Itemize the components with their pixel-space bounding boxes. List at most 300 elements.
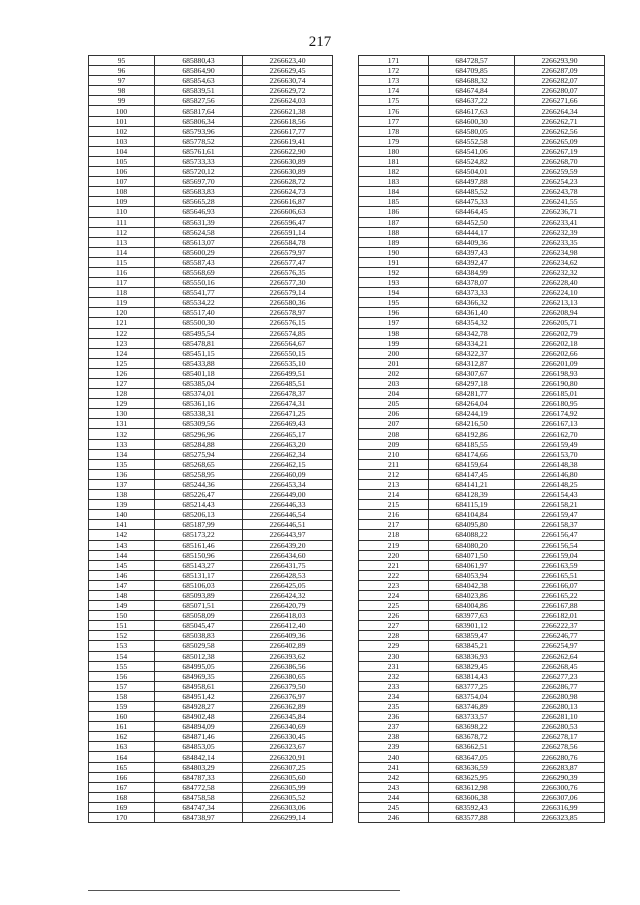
table-row (359, 409, 605, 419)
y-coordinate-cell: 2266280,13 (515, 702, 605, 712)
x-coordinate-cell: 684342,78 (429, 328, 515, 338)
table-row (89, 651, 333, 661)
y-coordinate-cell: 2266420,79 (243, 601, 333, 611)
point-number-cell: 160 (89, 712, 155, 722)
table-row (359, 156, 605, 166)
y-coordinate-cell: 2266287,09 (515, 66, 605, 76)
point-number-cell: 177 (359, 116, 429, 126)
point-number-cell: 165 (89, 762, 155, 772)
x-coordinate-cell: 684297,18 (429, 379, 515, 389)
point-number-cell: 111 (89, 217, 155, 227)
table-row (359, 671, 605, 681)
table-row (359, 167, 605, 177)
y-coordinate-cell: 2266462,34 (243, 449, 333, 459)
table-row (89, 802, 333, 812)
table-row (89, 167, 333, 177)
x-coordinate-cell: 685613,07 (155, 237, 243, 247)
table-row (89, 217, 333, 227)
y-coordinate-cell: 2266418,03 (243, 611, 333, 621)
point-number-cell: 161 (89, 722, 155, 732)
point-number-cell: 183 (359, 177, 429, 187)
x-coordinate-cell: 684772,58 (155, 782, 243, 792)
table-row (359, 580, 605, 590)
point-number-cell: 145 (89, 560, 155, 570)
point-number-cell: 137 (89, 479, 155, 489)
x-coordinate-cell: 685374,01 (155, 389, 243, 399)
table-row (89, 631, 333, 641)
x-coordinate-cell: 684552,58 (429, 136, 515, 146)
point-number-cell: 126 (89, 368, 155, 378)
y-coordinate-cell: 2266323,85 (515, 813, 605, 823)
point-number-cell: 173 (359, 76, 429, 86)
x-coordinate-cell: 685038,83 (155, 631, 243, 641)
table-row (359, 177, 605, 187)
table-row (359, 631, 605, 641)
x-coordinate-cell: 683733,57 (429, 712, 515, 722)
x-coordinate-cell: 685451,15 (155, 348, 243, 358)
y-coordinate-cell: 2266254,23 (515, 177, 605, 187)
x-coordinate-cell: 684366,32 (429, 298, 515, 308)
table-row (89, 338, 333, 348)
point-number-cell: 213 (359, 479, 429, 489)
y-coordinate-cell: 2266474,31 (243, 399, 333, 409)
x-coordinate-cell: 684244,19 (429, 409, 515, 419)
table-row (89, 348, 333, 358)
point-number-cell: 102 (89, 126, 155, 136)
y-coordinate-cell: 2266208,94 (515, 308, 605, 318)
x-coordinate-cell: 684071,50 (429, 550, 515, 560)
y-coordinate-cell: 2266277,23 (515, 671, 605, 681)
point-number-cell: 154 (89, 651, 155, 661)
table-row (89, 772, 333, 782)
y-coordinate-cell: 2266443,97 (243, 530, 333, 540)
point-number-cell: 168 (89, 792, 155, 802)
table-row (359, 106, 605, 116)
y-coordinate-cell: 2266300,76 (515, 782, 605, 792)
y-coordinate-cell: 2266228,40 (515, 278, 605, 288)
point-number-cell: 138 (89, 490, 155, 500)
table-row (359, 570, 605, 580)
x-coordinate-cell: 685214,43 (155, 500, 243, 510)
point-number-cell: 179 (359, 136, 429, 146)
x-coordinate-cell: 683577,88 (429, 813, 515, 823)
point-number-cell: 192 (359, 267, 429, 277)
x-coordinate-cell: 685541,77 (155, 288, 243, 298)
x-coordinate-cell: 683606,38 (429, 792, 515, 802)
table-row (359, 298, 605, 308)
x-coordinate-cell: 684128,39 (429, 490, 515, 500)
x-coordinate-cell: 683636,59 (429, 762, 515, 772)
point-number-cell: 194 (359, 288, 429, 298)
x-coordinate-cell: 684853,05 (155, 742, 243, 752)
table-row (359, 389, 605, 399)
point-number-cell: 95 (89, 56, 155, 66)
point-number-cell: 239 (359, 742, 429, 752)
y-coordinate-cell: 2266159,04 (515, 550, 605, 560)
point-number-cell: 210 (359, 449, 429, 459)
table-row (89, 106, 333, 116)
point-number-cell: 175 (359, 96, 429, 106)
point-number-cell: 158 (89, 691, 155, 701)
point-number-cell: 231 (359, 661, 429, 671)
y-coordinate-cell: 2266307,06 (515, 792, 605, 802)
x-coordinate-cell: 684042,38 (429, 580, 515, 590)
y-coordinate-cell: 2266577,47 (243, 257, 333, 267)
x-coordinate-cell: 684842,14 (155, 752, 243, 762)
table-row (89, 429, 333, 439)
y-coordinate-cell: 2266246,77 (515, 631, 605, 641)
y-coordinate-cell: 2266271,66 (515, 96, 605, 106)
table-row (359, 308, 605, 318)
x-coordinate-cell: 683698,22 (429, 722, 515, 732)
point-number-cell: 223 (359, 580, 429, 590)
table-row (359, 56, 605, 66)
y-coordinate-cell: 2266158,37 (515, 520, 605, 530)
point-number-cell: 238 (359, 732, 429, 742)
table-row (89, 237, 333, 247)
table-row (359, 712, 605, 722)
x-coordinate-cell: 683977,63 (429, 611, 515, 621)
table-row (89, 439, 333, 449)
x-coordinate-cell: 684409,36 (429, 237, 515, 247)
y-coordinate-cell: 2266236,71 (515, 207, 605, 217)
point-number-cell: 105 (89, 156, 155, 166)
table-row (89, 722, 333, 732)
table-row (89, 641, 333, 651)
table-row (89, 469, 333, 479)
x-coordinate-cell: 685161,46 (155, 540, 243, 550)
point-number-cell: 124 (89, 348, 155, 358)
point-number-cell: 142 (89, 530, 155, 540)
x-coordinate-cell: 685646,93 (155, 207, 243, 217)
point-number-cell: 169 (89, 802, 155, 812)
y-coordinate-cell: 2266345,84 (243, 712, 333, 722)
y-coordinate-cell: 2266622,90 (243, 146, 333, 156)
y-coordinate-cell: 2266630,74 (243, 76, 333, 86)
point-number-cell: 151 (89, 621, 155, 631)
table-row (359, 96, 605, 106)
table-row (89, 207, 333, 217)
table-row (359, 439, 605, 449)
x-coordinate-cell: 685550,16 (155, 278, 243, 288)
y-coordinate-cell: 2266254,97 (515, 641, 605, 651)
point-number-cell: 120 (89, 308, 155, 318)
point-number-cell: 219 (359, 540, 429, 550)
table-row (359, 802, 605, 812)
table-row (359, 540, 605, 550)
table-row (89, 368, 333, 378)
y-coordinate-cell: 2266180,95 (515, 399, 605, 409)
x-coordinate-cell: 685864,90 (155, 66, 243, 76)
point-number-cell: 185 (359, 197, 429, 207)
y-coordinate-cell: 2266623,40 (243, 56, 333, 66)
table-row (359, 66, 605, 76)
point-number-cell: 136 (89, 469, 155, 479)
y-coordinate-cell: 2266198,93 (515, 368, 605, 378)
x-coordinate-cell: 685338,31 (155, 409, 243, 419)
point-number-cell: 204 (359, 389, 429, 399)
table-row (359, 146, 605, 156)
y-coordinate-cell: 2266213,13 (515, 298, 605, 308)
y-coordinate-cell: 2266268,70 (515, 156, 605, 166)
x-coordinate-cell: 685778,52 (155, 136, 243, 146)
table-row (359, 136, 605, 146)
y-coordinate-cell: 2266162,70 (515, 429, 605, 439)
point-number-cell: 139 (89, 500, 155, 510)
x-coordinate-cell: 684061,97 (429, 560, 515, 570)
y-coordinate-cell: 2266576,15 (243, 318, 333, 328)
x-coordinate-cell: 684580,05 (429, 126, 515, 136)
x-coordinate-cell: 685478,81 (155, 338, 243, 348)
x-coordinate-cell: 684216,50 (429, 419, 515, 429)
y-coordinate-cell: 2266265,09 (515, 136, 605, 146)
table-row (89, 399, 333, 409)
point-number-cell: 187 (359, 217, 429, 227)
x-coordinate-cell: 685624,58 (155, 227, 243, 237)
point-number-cell: 109 (89, 197, 155, 207)
x-coordinate-cell: 685106,03 (155, 580, 243, 590)
table-row (89, 459, 333, 469)
table-row (89, 742, 333, 752)
table-row (89, 86, 333, 96)
point-number-cell: 182 (359, 167, 429, 177)
table-row (359, 792, 605, 802)
point-number-cell: 143 (89, 540, 155, 550)
table-row (89, 146, 333, 156)
x-coordinate-cell: 683859,47 (429, 631, 515, 641)
table-row (89, 298, 333, 308)
table-row (359, 702, 605, 712)
table-row (89, 116, 333, 126)
table-row (89, 560, 333, 570)
y-coordinate-cell: 2266485,51 (243, 379, 333, 389)
x-coordinate-cell: 683777,25 (429, 681, 515, 691)
point-number-cell: 225 (359, 601, 429, 611)
table-row (359, 510, 605, 520)
y-coordinate-cell: 2266628,72 (243, 177, 333, 187)
y-coordinate-cell: 2266465,17 (243, 429, 333, 439)
table-row (89, 419, 333, 429)
table-row (359, 732, 605, 742)
point-number-cell: 164 (89, 752, 155, 762)
point-number-cell: 148 (89, 590, 155, 600)
point-number-cell: 110 (89, 207, 155, 217)
y-coordinate-cell: 2266550,15 (243, 348, 333, 358)
y-coordinate-cell: 2266577,30 (243, 278, 333, 288)
point-number-cell: 205 (359, 399, 429, 409)
y-coordinate-cell: 2266630,89 (243, 156, 333, 166)
point-number-cell: 134 (89, 449, 155, 459)
x-coordinate-cell: 685839,51 (155, 86, 243, 96)
point-number-cell: 140 (89, 510, 155, 520)
point-number-cell: 147 (89, 580, 155, 590)
y-coordinate-cell: 2266393,62 (243, 651, 333, 661)
point-number-cell: 199 (359, 338, 429, 348)
point-number-cell: 107 (89, 177, 155, 187)
y-coordinate-cell: 2266579,97 (243, 247, 333, 257)
table-row (359, 752, 605, 762)
x-coordinate-cell: 685600,29 (155, 247, 243, 257)
point-number-cell: 216 (359, 510, 429, 520)
table-row (89, 66, 333, 76)
table-row (359, 429, 605, 439)
point-number-cell: 132 (89, 429, 155, 439)
table-row (89, 56, 333, 66)
y-coordinate-cell: 2266185,01 (515, 389, 605, 399)
x-coordinate-cell: 684758,58 (155, 792, 243, 802)
x-coordinate-cell: 684600,30 (429, 116, 515, 126)
point-number-cell: 242 (359, 772, 429, 782)
point-number-cell: 221 (359, 560, 429, 570)
table-row (89, 449, 333, 459)
point-number-cell: 202 (359, 368, 429, 378)
point-number-cell: 197 (359, 318, 429, 328)
x-coordinate-cell: 684354,32 (429, 318, 515, 328)
point-number-cell: 234 (359, 691, 429, 701)
table-row (89, 267, 333, 277)
y-coordinate-cell: 2266630,89 (243, 167, 333, 177)
point-number-cell: 171 (359, 56, 429, 66)
point-number-cell: 104 (89, 146, 155, 156)
x-coordinate-cell: 684141,21 (429, 479, 515, 489)
point-number-cell: 203 (359, 379, 429, 389)
point-number-cell: 226 (359, 611, 429, 621)
table-row (89, 661, 333, 671)
table-row (359, 691, 605, 701)
point-number-cell: 198 (359, 328, 429, 338)
page-number: 217 (308, 34, 332, 50)
x-coordinate-cell: 684674,84 (429, 86, 515, 96)
point-number-cell: 224 (359, 590, 429, 600)
y-coordinate-cell: 2266431,75 (243, 560, 333, 570)
x-coordinate-cell: 685071,51 (155, 601, 243, 611)
y-coordinate-cell: 2266439,20 (243, 540, 333, 550)
point-number-cell: 163 (89, 742, 155, 752)
x-coordinate-cell: 685517,40 (155, 308, 243, 318)
point-number-cell: 214 (359, 490, 429, 500)
y-coordinate-cell: 2266434,60 (243, 550, 333, 560)
point-number-cell: 241 (359, 762, 429, 772)
y-coordinate-cell: 2266305,52 (243, 792, 333, 802)
y-coordinate-cell: 2266424,32 (243, 590, 333, 600)
x-coordinate-cell: 684709,85 (429, 66, 515, 76)
point-number-cell: 149 (89, 601, 155, 611)
y-coordinate-cell: 2266617,77 (243, 126, 333, 136)
point-number-cell: 244 (359, 792, 429, 802)
point-number-cell: 201 (359, 358, 429, 368)
table-row (89, 358, 333, 368)
table-row (89, 611, 333, 621)
table-row (359, 419, 605, 429)
y-coordinate-cell: 2266619,41 (243, 136, 333, 146)
point-number-cell: 190 (359, 247, 429, 257)
point-number-cell: 174 (359, 86, 429, 96)
x-coordinate-cell: 684192,86 (429, 429, 515, 439)
point-number-cell: 131 (89, 419, 155, 429)
point-number-cell: 167 (89, 782, 155, 792)
x-coordinate-cell: 685500,30 (155, 318, 243, 328)
y-coordinate-cell: 2266446,51 (243, 520, 333, 530)
x-coordinate-cell: 685385,04 (155, 379, 243, 389)
y-coordinate-cell: 2266478,37 (243, 389, 333, 399)
x-coordinate-cell: 684115,19 (429, 500, 515, 510)
y-coordinate-cell: 2266283,87 (515, 762, 605, 772)
point-number-cell: 130 (89, 409, 155, 419)
point-number-cell: 196 (359, 308, 429, 318)
x-coordinate-cell: 684159,64 (429, 459, 515, 469)
x-coordinate-cell: 683647,05 (429, 752, 515, 762)
table-row (359, 601, 605, 611)
x-coordinate-cell: 684728,57 (429, 56, 515, 66)
x-coordinate-cell: 684928,27 (155, 702, 243, 712)
x-coordinate-cell: 685683,83 (155, 187, 243, 197)
point-number-cell: 116 (89, 267, 155, 277)
table-row (359, 681, 605, 691)
x-coordinate-cell: 685720,12 (155, 167, 243, 177)
y-coordinate-cell: 2266293,90 (515, 56, 605, 66)
point-number-cell: 150 (89, 611, 155, 621)
y-coordinate-cell: 2266574,85 (243, 328, 333, 338)
table-row (359, 247, 605, 257)
x-coordinate-cell: 684688,32 (429, 76, 515, 86)
table-row (359, 782, 605, 792)
point-number-cell: 237 (359, 722, 429, 732)
x-coordinate-cell: 685733,33 (155, 156, 243, 166)
x-coordinate-cell: 683592,43 (429, 802, 515, 812)
table-row (359, 469, 605, 479)
point-number-cell: 101 (89, 116, 155, 126)
point-number-cell: 146 (89, 570, 155, 580)
y-coordinate-cell: 2266264,34 (515, 106, 605, 116)
x-coordinate-cell: 684392,47 (429, 257, 515, 267)
x-coordinate-cell: 684637,22 (429, 96, 515, 106)
table-row (89, 671, 333, 681)
x-coordinate-cell: 684738,97 (155, 813, 243, 823)
point-number-cell: 153 (89, 641, 155, 651)
x-coordinate-cell: 683836,93 (429, 651, 515, 661)
y-coordinate-cell: 2266156,54 (515, 540, 605, 550)
x-coordinate-cell: 684373,33 (429, 288, 515, 298)
x-coordinate-cell: 684485,52 (429, 187, 515, 197)
y-coordinate-cell: 2266233,41 (515, 217, 605, 227)
point-number-cell: 100 (89, 106, 155, 116)
point-number-cell: 232 (359, 671, 429, 681)
table-row (359, 550, 605, 560)
y-coordinate-cell: 2266156,47 (515, 530, 605, 540)
y-coordinate-cell: 2266629,45 (243, 66, 333, 76)
y-coordinate-cell: 2266449,00 (243, 490, 333, 500)
x-coordinate-cell: 684951,42 (155, 691, 243, 701)
y-coordinate-cell: 2266564,67 (243, 338, 333, 348)
x-coordinate-cell: 684281,77 (429, 389, 515, 399)
x-coordinate-cell: 685244,36 (155, 479, 243, 489)
point-number-cell: 152 (89, 631, 155, 641)
table-row (359, 762, 605, 772)
y-coordinate-cell: 2266323,67 (243, 742, 333, 752)
y-coordinate-cell: 2266259,59 (515, 167, 605, 177)
y-coordinate-cell: 2266166,07 (515, 580, 605, 590)
y-coordinate-cell: 2266606,63 (243, 207, 333, 217)
y-coordinate-cell: 2266624,03 (243, 96, 333, 106)
table-row (359, 116, 605, 126)
x-coordinate-cell: 685143,27 (155, 560, 243, 570)
point-number-cell: 99 (89, 96, 155, 106)
y-coordinate-cell: 2266146,80 (515, 469, 605, 479)
y-coordinate-cell: 2266233,35 (515, 237, 605, 247)
y-coordinate-cell: 2266159,49 (515, 439, 605, 449)
point-number-cell: 227 (359, 621, 429, 631)
point-number-cell: 113 (89, 237, 155, 247)
